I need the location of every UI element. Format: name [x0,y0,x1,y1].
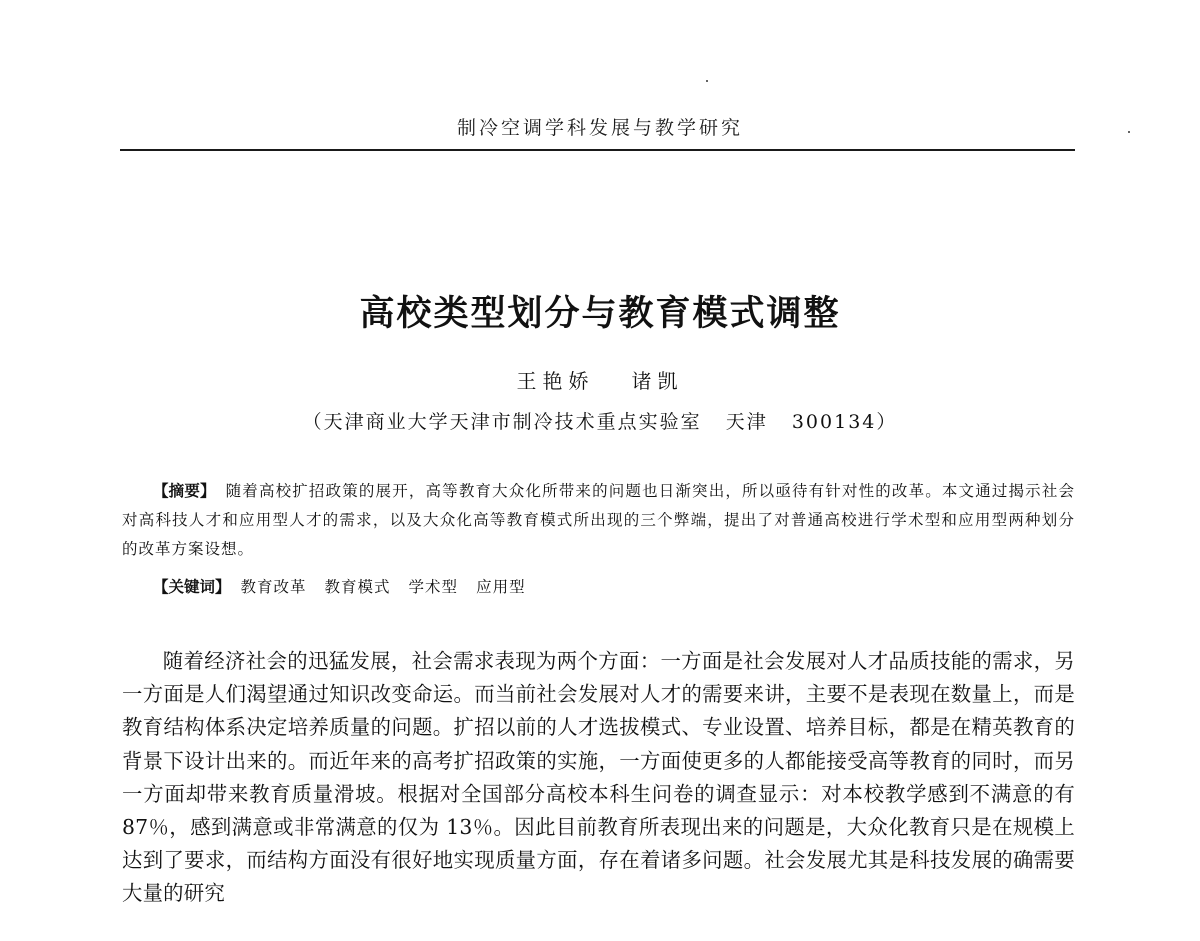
keyword: 教育改革 [240,578,307,596]
header-rule [120,149,1075,151]
keyword: 教育模式 [324,578,391,596]
abstract [122,477,1075,564]
keywords-label: 【关键词】 [153,578,231,596]
keywords [122,573,1075,602]
running-header: 制冷空调学科发展与教学研究 [456,117,743,139]
abstract-label: 【摘要】 [153,482,216,500]
body-text [122,645,1075,911]
author-affiliation: （天津商业大学天津市制冷技术重点实验室 天津 300134） [302,411,898,433]
body-paragraph: 随着经济社会的迅猛发展，社会需求表现为两个方面：一方面是社会发展对人才品质技能的需求，另一方面是人们渴望通过知识改变命运。而当前社会发展对人才的需要来讲，主要不是表现在数量上，而是教育结构体系决定培养质量的问题。扩招以前的人才选拔模式、专业设置、培养目标，都是在精英教育的背景下设计出来的。而近年来的高考扩招政策的实施，一方面使更多的人都能接受高等教育的同时，而另一方面却带来教育质量滑坡。根据对全国部分高校本科生问卷的调查显示：对本校教学感到不满意的有 87％，感到满意或非常满意的仅为 13％。因此目前教育所表现出来的问题是，大众化教育只是在规模上达到了要求，而结构方面没有很好地实现质量方面，存在着诸多问题。社会发展尤其是科技发展的确需要大量的研究 [122,649,1075,906]
author-list: 王艳娇 诸凯 [516,369,684,393]
paper-title: 高校类型划分与教育模式调整 [359,294,841,334]
keyword: 学术型 [408,578,459,596]
abstract-text: 随着高校扩招政策的展开，高等教育大众化所带来的问题也日渐突出，所以亟待有针对性的改革。本文通过揭示社会对高科技人才和应用型人才的需求，以及大众化高等教育模式所出现的三个弊端，提出了对普通高校进行学术型和应用型两种划分的改革方案设想。 [122,482,1075,558]
scan-speck [706,80,708,82]
abstract-paragraph [122,477,1075,564]
keyword: 应用型 [476,578,526,596]
